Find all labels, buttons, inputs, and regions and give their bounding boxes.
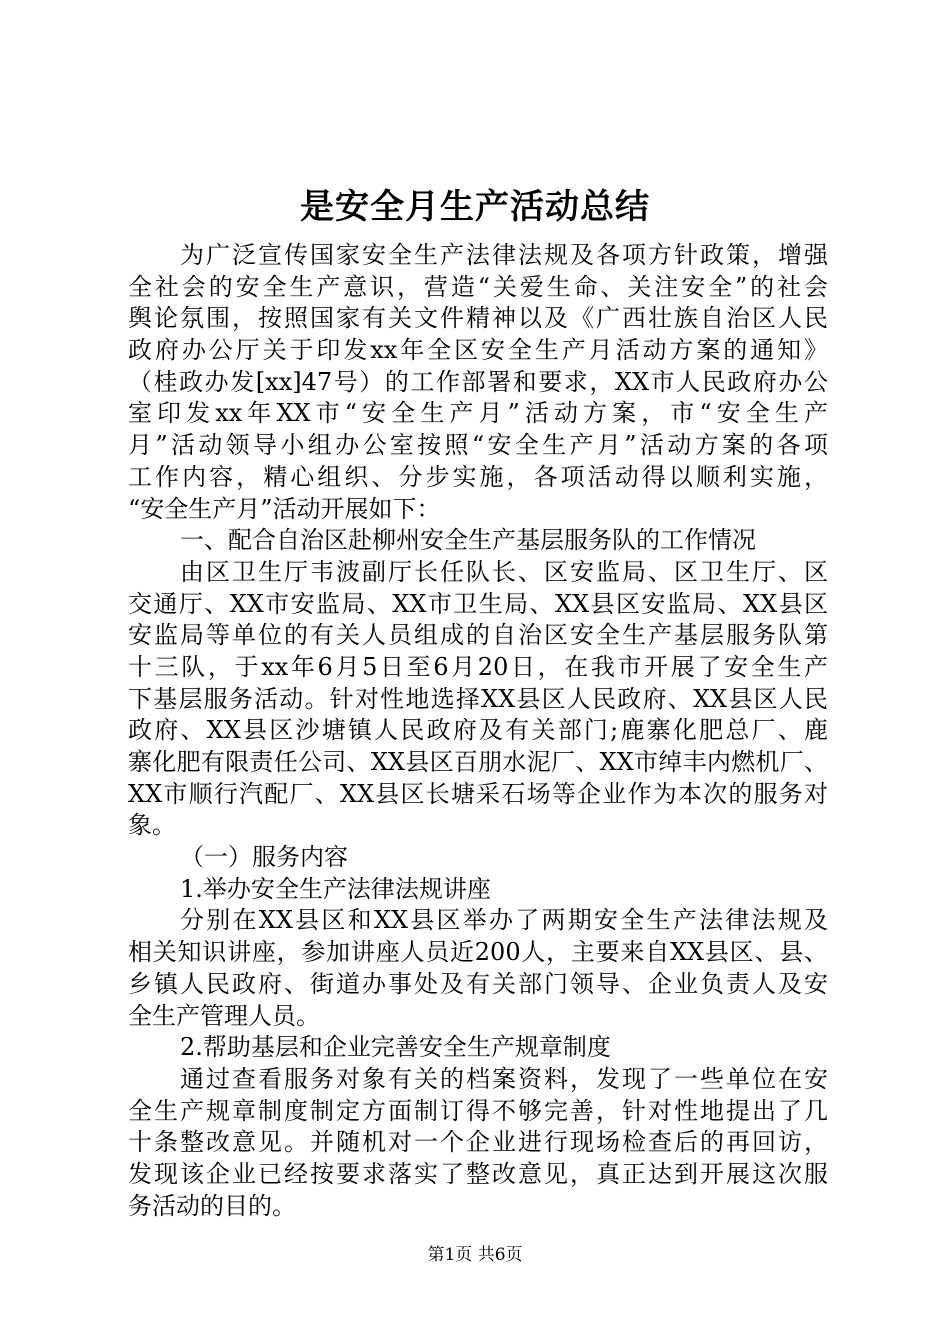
text-line: 务活动的目的。	[128, 1191, 296, 1220]
text-line: 1.举办安全生产法律法规讲座	[180, 874, 491, 903]
text-line: 室印发xx年XX市“安全生产月”活动方案，市“安全生产	[128, 399, 828, 428]
text-line: 分别在XX县区和XX县区举办了两期安全生产法律法规及	[180, 906, 828, 935]
text-line: 全社会的安全生产意识，营造“关爱生命、关注安全”的社会	[128, 272, 828, 301]
text-line: 安监局等单位的有关人员组成的自治区安全生产基层服务队第	[128, 621, 828, 650]
text-line: 交通厅、XX市安监局、XX市卫生局、XX县区安监局、XX县区	[128, 589, 828, 618]
document-title: 是安全月生产活动总结	[300, 187, 650, 227]
text-line: 2.帮助基层和企业完善安全生产规章制度	[180, 1033, 611, 1062]
text-line: （一）服务内容	[180, 843, 348, 872]
text-line: 为广泛宣传国家安全生产法律法规及各项方针政策，增强	[180, 241, 828, 269]
text-line: 政府办公厅关于印发xx年全区安全生产月活动方案的通知》	[128, 336, 828, 365]
document-body	[128, 240, 828, 1222]
text-line: “安全生产月”活动开展如下：	[128, 494, 441, 523]
text-line: 十条整改意见。并随机对一个企业进行现场检查后的再回访，	[128, 1128, 828, 1157]
text-line: 舆论氛围，按照国家有关文件精神以及《广西壮族自治区人民	[128, 304, 828, 333]
text-line: 相关知识讲座，参加讲座人员近200人，主要来自XX县区、县、	[128, 938, 828, 967]
text-line: 象。	[128, 811, 176, 840]
page-footer: 第1页 共6页	[427, 1245, 523, 1265]
text-line: 乡镇人民政府、街道办事处及有关部门领导、企业负责人及安	[128, 969, 828, 998]
text-line: 通过查看服务对象有关的档案资料，发现了一些单位在安	[180, 1064, 828, 1093]
text-line: 一、配合自治区赴柳州安全生产基层服务队的工作情况	[180, 526, 756, 555]
text-line: 政府、XX县区沙塘镇人民政府及有关部门;鹿寨化肥总厂、鹿	[128, 716, 828, 745]
text-line: 全生产规章制度制定方面制订得不够完善，针对性地提出了几	[128, 1096, 828, 1125]
text-line: （桂政办发[xx]47号）的工作部署和要求，XX市人民政府办公	[128, 367, 828, 396]
text-line: 发现该企业已经按要求落实了整改意见，真正达到开展这次服	[128, 1159, 828, 1188]
text-line: 全生产管理人员。	[128, 1001, 320, 1030]
text-line: 由区卫生厅韦波副厅长任队长、区安监局、区卫生厅、区	[180, 557, 828, 586]
text-line: XX市顺行汽配厂、XX县区长塘采石场等企业作为本次的服务对	[128, 779, 828, 808]
text-line: 工作内容，精心组织、分步实施，各项活动得以顺利实施，	[128, 462, 828, 491]
text-line: 月”活动领导小组办公室按照“安全生产月”活动方案的各项	[128, 431, 828, 460]
text-line: 寨化肥有限责任公司、XX县区百朋水泥厂、XX市绰丰内燃机厂、	[128, 748, 828, 776]
text-line: 下基层服务活动。针对性地选择XX县区人民政府、XX县区人民	[128, 684, 828, 713]
text-line: 十三队，于xx年6月5日至6月20日，在我市开展了安全生产	[128, 652, 828, 681]
